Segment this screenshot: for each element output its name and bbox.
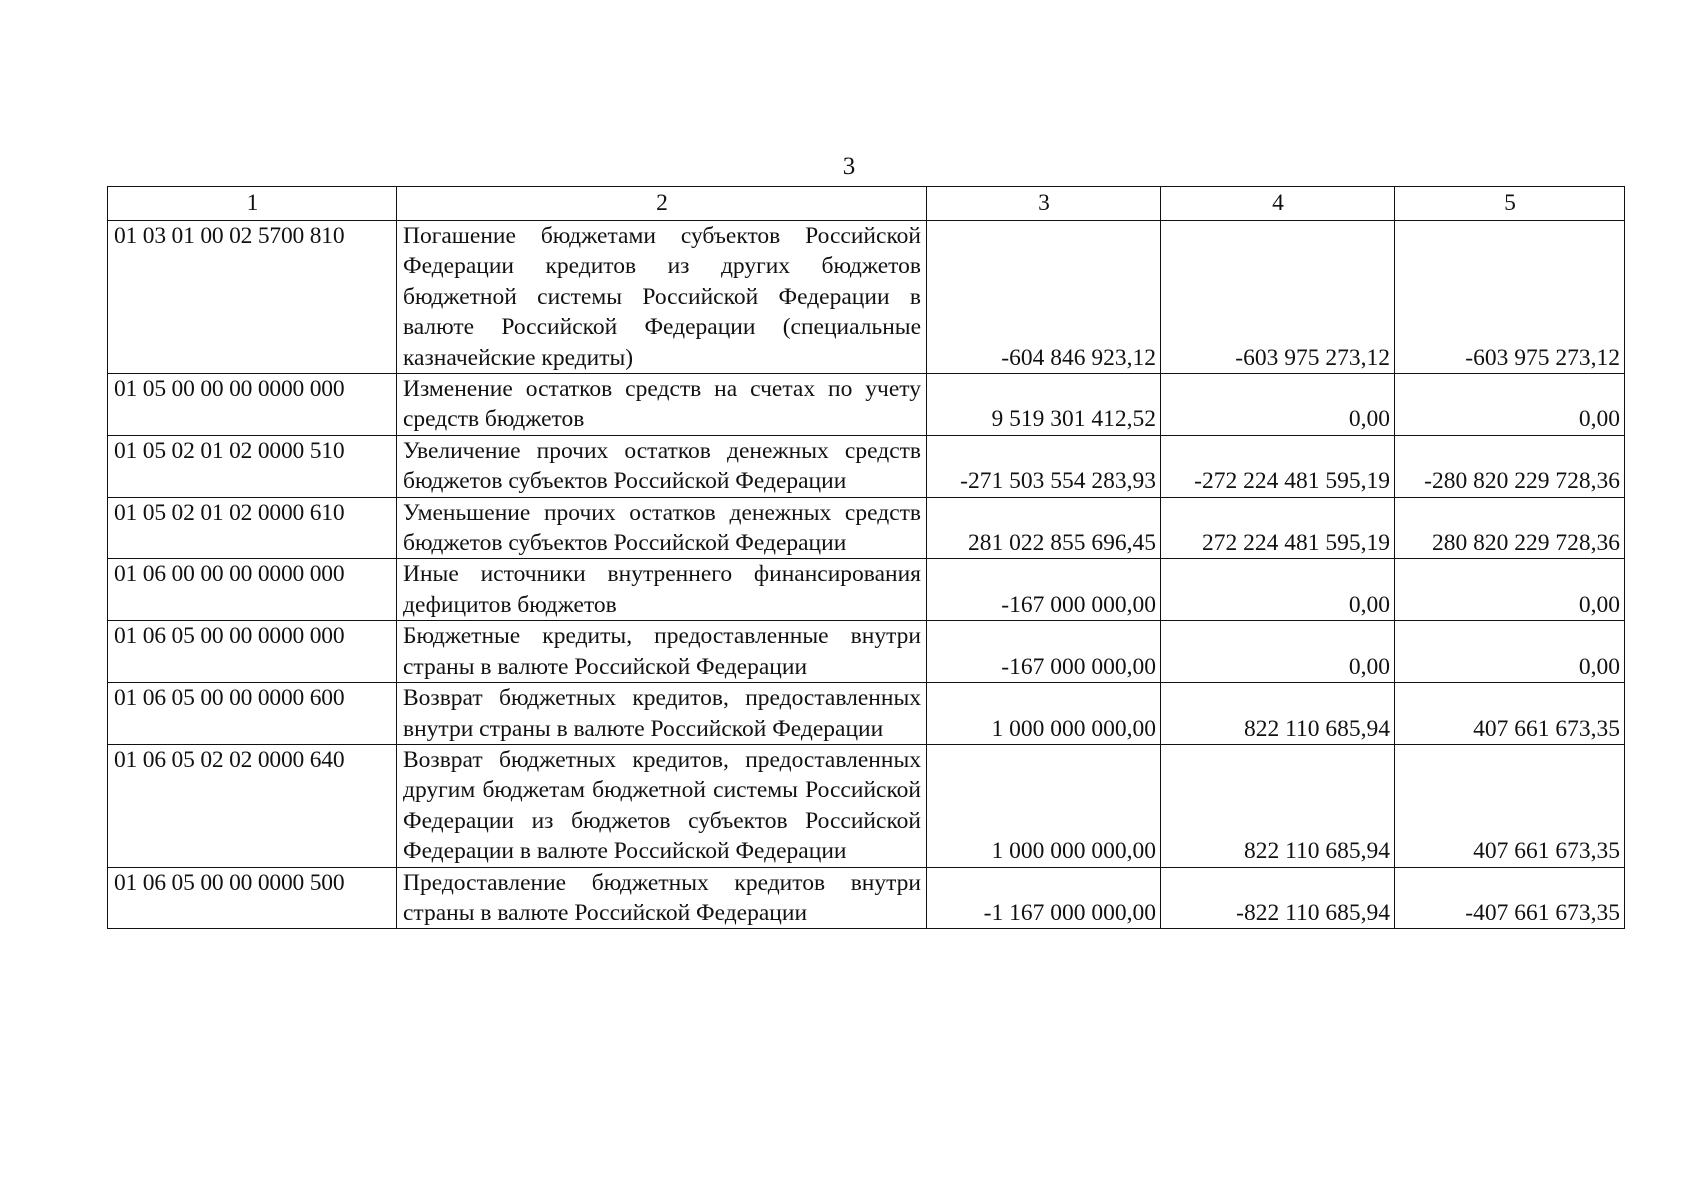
- classification-code: 01 05 00 00 00 0000 000: [108, 374, 397, 436]
- amount-col3: -167 000 000,00: [927, 621, 1161, 683]
- amount-col3: 281 022 855 696,45: [927, 497, 1161, 559]
- column-header-1: 1: [108, 187, 397, 221]
- source-name: Погашение бюджетами субъектов Российской Федерации кредитов из других бюджетов бюджетной системы Российской Федерации в валюте Российской Федерации (специальные казначейские кредиты): [397, 221, 927, 374]
- amount-col5: 0,00: [1395, 621, 1625, 683]
- column-header-4: 4: [1161, 187, 1395, 221]
- classification-code: 01 05 02 01 02 0000 610: [108, 497, 397, 559]
- amount-col3: -271 503 554 283,93: [927, 435, 1161, 497]
- amount-col5: 0,00: [1395, 374, 1625, 436]
- amount-col4: -822 110 685,94: [1161, 867, 1395, 929]
- classification-code: 01 03 01 00 02 5700 810: [108, 221, 397, 374]
- amount-col3: 1 000 000 000,00: [927, 744, 1161, 867]
- source-name: Возврат бюджетных кредитов, предоставленных внутри страны в валюте Российской Федерации: [397, 683, 927, 745]
- table-row: [108, 744, 1625, 867]
- source-name: Предоставление бюджетных кредитов внутри страны в валюте Российской Федерации: [397, 867, 927, 929]
- column-header-5: 5: [1395, 187, 1625, 221]
- column-header-3: 3: [927, 187, 1161, 221]
- table-row: [108, 683, 1625, 745]
- source-name: Изменение остатков средств на счетах по учету средств бюджетов: [397, 374, 927, 436]
- amount-col3: -604 846 923,12: [927, 221, 1161, 374]
- source-name: Уменьшение прочих остатков денежных средств бюджетов субъектов Российской Федерации: [397, 497, 927, 559]
- amount-col4: -272 224 481 595,19: [1161, 435, 1395, 497]
- classification-code: 01 06 05 02 02 0000 640: [108, 744, 397, 867]
- amount-col3: -1 167 000 000,00: [927, 867, 1161, 929]
- amount-col5: 0,00: [1395, 559, 1625, 621]
- table-header-row: [108, 187, 1625, 221]
- amount-col5: 407 661 673,35: [1395, 683, 1625, 745]
- table-row: [108, 497, 1625, 559]
- column-header-2: 2: [397, 187, 927, 221]
- amount-col5: -407 661 673,35: [1395, 867, 1625, 929]
- classification-code: 01 06 05 00 00 0000 600: [108, 683, 397, 745]
- amount-col4: 822 110 685,94: [1161, 744, 1395, 867]
- amount-col4: 0,00: [1161, 621, 1395, 683]
- table-row: [108, 559, 1625, 621]
- classification-code: 01 06 00 00 00 0000 000: [108, 559, 397, 621]
- page-number: 3: [842, 153, 856, 180]
- source-name: Бюджетные кредиты, предоставленные внутри страны в валюте Российской Федерации: [397, 621, 927, 683]
- source-name: Увеличение прочих остатков денежных средств бюджетов субъектов Российской Федерации: [397, 435, 927, 497]
- amount-col5: -280 820 229 728,36: [1395, 435, 1625, 497]
- source-name: Возврат бюджетных кредитов, предоставленных другим бюджетам бюджетной системы Российской Федерации из бюджетов субъектов Российской Федерации в валюте Российской Федерации: [397, 744, 927, 867]
- source-name: Иные источники внутреннего финансирования дефицитов бюджетов: [397, 559, 927, 621]
- table-row: [108, 621, 1625, 683]
- classification-code: 01 06 05 00 00 0000 000: [108, 621, 397, 683]
- amount-col4: 0,00: [1161, 559, 1395, 621]
- classification-code: 01 05 02 01 02 0000 510: [108, 435, 397, 497]
- table-row: [108, 435, 1625, 497]
- table-row: [108, 867, 1625, 929]
- amount-col4: -603 975 273,12: [1161, 221, 1395, 374]
- amount-col3: 9 519 301 412,52: [927, 374, 1161, 436]
- amount-col3: -167 000 000,00: [927, 559, 1161, 621]
- amount-col5: 280 820 229 728,36: [1395, 497, 1625, 559]
- table-row: [108, 374, 1625, 436]
- amount-col5: 407 661 673,35: [1395, 744, 1625, 867]
- table-row: [108, 221, 1625, 374]
- amount-col4: 0,00: [1161, 374, 1395, 436]
- amount-col3: 1 000 000 000,00: [927, 683, 1161, 745]
- amount-col5: -603 975 273,12: [1395, 221, 1625, 374]
- budget-sources-table: [107, 186, 1625, 929]
- amount-col4: 822 110 685,94: [1161, 683, 1395, 745]
- amount-col4: 272 224 481 595,19: [1161, 497, 1395, 559]
- classification-code: 01 06 05 00 00 0000 500: [108, 867, 397, 929]
